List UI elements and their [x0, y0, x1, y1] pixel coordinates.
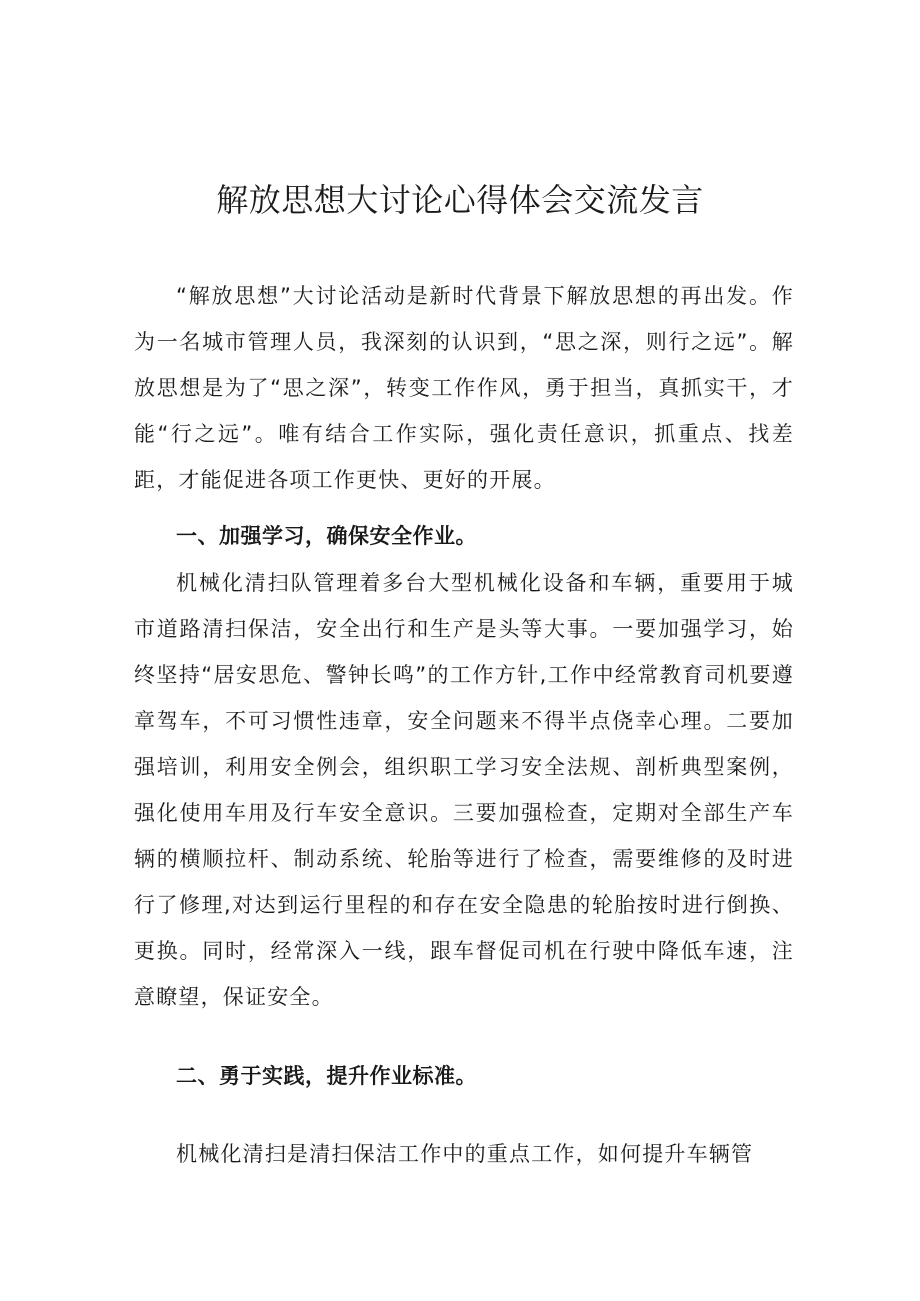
section-2-body: 机械化清扫是清扫保洁工作中的重点工作，如何提升车辆管: [176, 1142, 754, 1166]
section-2-heading: 二、勇于实践，提升作业标准。: [176, 1064, 477, 1088]
section-1-body: 机械化清扫队管理着多台大型机械化设备和车辆，重要用于城市道路清扫保洁，安全出行和生产是头等大事。一要加强学习，始终坚持“居安思危、警钟长鸣”的工作方针,工作中经常教育司机要遵章驾车，不可习惯性违章，安全问题来不得半点侥幸心理。二要加强培训，利用安全例会，组织职工学习安全法规、剖析典型案例，强化使用车用及行车安全意识。三要加强检查，定期对全部生产车辆的横顺拉杆、制动系统、轮胎等进行了检查，需要维修的及时进行了修理,对达到运行里程的和存在安全隐患的轮胎按时进行倒换、更换。同时，经常深入一线，跟车督促司机在行驶中降低车速，注意瞭望，保证安全。: [134, 571, 794, 1009]
document-title: 解放思想大讨论心得体会交流发言: [216, 181, 704, 219]
intro-paragraph: “解放思想”大讨论活动是新时代背景下解放思想的再出发。作为一名城市管理人员，我深刻的认识到，“思之深，则行之远”。解放思想是为了“思之深”，转变工作作风，勇于担当，真抓实干，才能“行之远”。唯有结合工作实际，强化责任意识，抓重点、找差距，才能促进各项工作更快、更好的开展。: [134, 284, 794, 492]
section-1-heading: 一、加强学习，确保安全作业。: [176, 524, 477, 548]
